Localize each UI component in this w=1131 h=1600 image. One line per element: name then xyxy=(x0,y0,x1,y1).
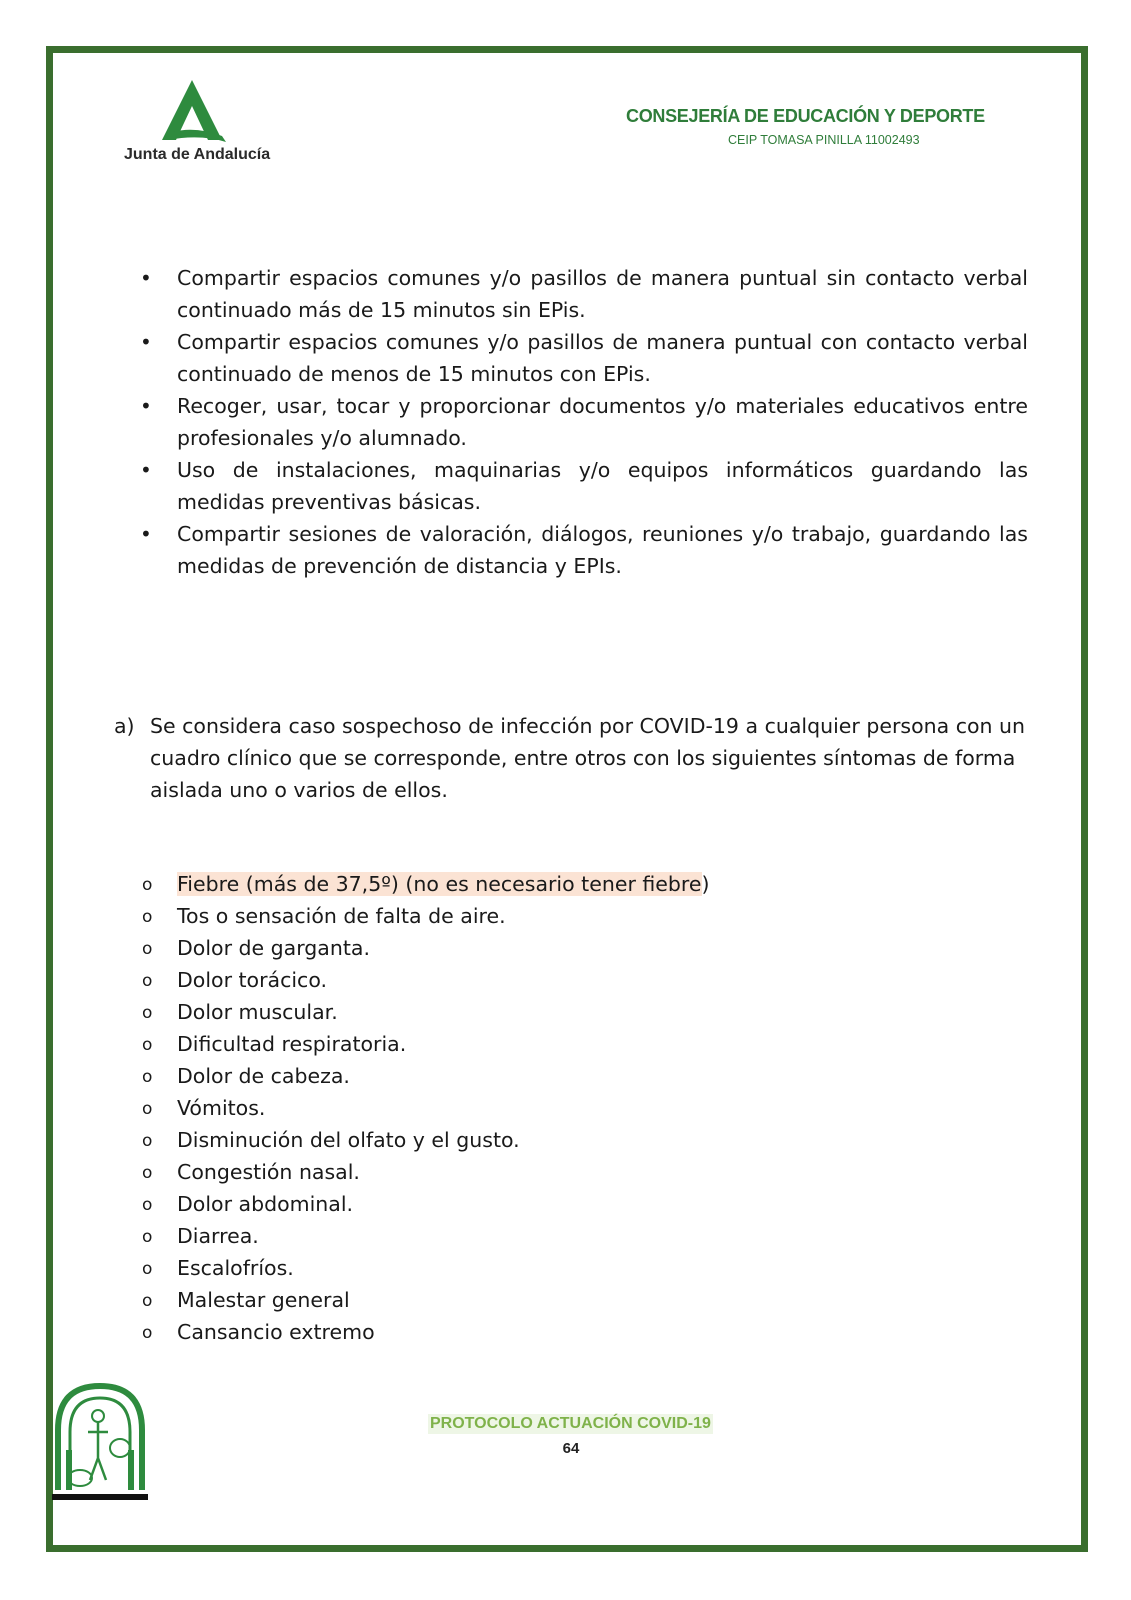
list-item: o Vómitos. xyxy=(140,1092,710,1124)
list-item: • Compartir sesiones de valoración, diálogos, reuniones y/o trabajo, guardando las medidas de prevención de distancia y EPIs. xyxy=(140,518,1028,582)
footer-title: PROTOCOLO ACTUACIÓN COVID-19 xyxy=(430,1415,711,1432)
highlighted-text: Fiebre (más de 37,5º) (no es necesario tener fiebre xyxy=(177,872,702,896)
list-item: o Dolor muscular. xyxy=(140,996,710,1028)
list-item: o Disminución del olfato y el gusto. xyxy=(140,1124,710,1156)
department-title: CONSEJERÍA DE EDUCACIÓN Y DEPORTE xyxy=(626,106,985,126)
list-item: o Tos o sensación de falta de aire. xyxy=(140,900,710,932)
list-item: • Compartir espacios comunes y/o pasillos de manera puntual sin contacto verbal continuado más de 15 minutos sin EPis. xyxy=(140,262,1028,326)
symptom-tail: ) xyxy=(701,872,710,896)
logo-text: Junta de Andalucía xyxy=(124,146,271,163)
paragraph-text: Se considera caso sospechoso de infección por COVID-19 a cualquier persona con un cuadro clínico que se corresponde, entre otros con los siguientes síntomas de forma aislada uno o varios de ellos. xyxy=(150,714,1026,802)
list-item: • Uso de instalaciones, maquinarias y/o equipos informáticos guardando las medidas preventivas básicas. xyxy=(140,454,1028,518)
measures-bullet-list xyxy=(140,262,1028,582)
list-item: • Compartir espacios comunes y/o pasillos de manera puntual con contacto verbal continuado de menos de 15 minutos con EPis. xyxy=(140,326,1028,390)
list-item: o Dificultad respiratoria. xyxy=(140,1028,710,1060)
page-number: 64 xyxy=(562,1440,580,1457)
list-item: o Escalofríos. xyxy=(140,1252,710,1284)
list-item: o Diarrea. xyxy=(140,1220,710,1252)
list-item: • Recoger, usar, tocar y proporcionar documentos y/o materiales educativos entre profesionales y/o alumnado. xyxy=(140,390,1028,454)
symptoms-list xyxy=(140,868,710,1348)
school-subtitle: CEIP TOMASA PINILLA 11002493 xyxy=(728,133,920,147)
paragraph-marker: a) xyxy=(114,714,135,738)
list-item: o Dolor torácico. xyxy=(140,964,710,996)
list-item: o Cansancio extremo xyxy=(140,1316,710,1348)
list-item: o Dolor de cabeza. xyxy=(140,1060,710,1092)
andalucia-seal-icon xyxy=(52,1380,148,1500)
list-item: o Dolor abdominal. xyxy=(140,1188,710,1220)
list-item: o Malestar general xyxy=(140,1284,710,1316)
list-item xyxy=(140,868,710,900)
list-item: o Congestión nasal. xyxy=(140,1156,710,1188)
suspect-case-paragraph xyxy=(114,710,1034,806)
list-item: o Dolor de garganta. xyxy=(140,932,710,964)
